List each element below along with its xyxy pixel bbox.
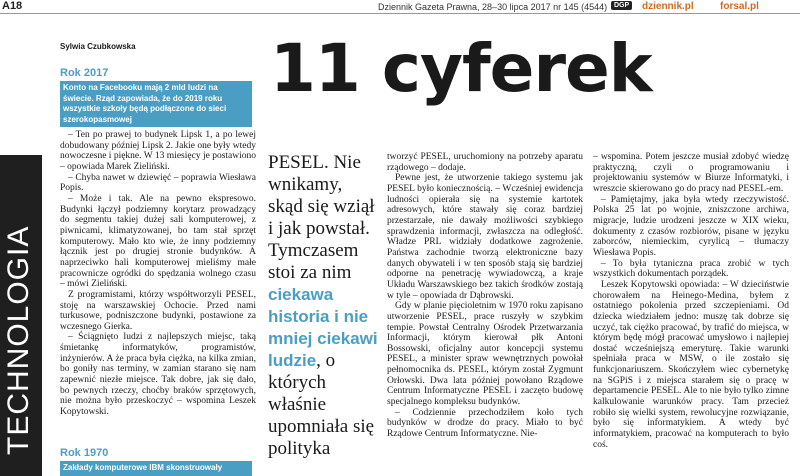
article-column-2 bbox=[387, 152, 583, 440]
paragraph: – Chyba nawet w dziewięć – poprawia Wiesława Popis. bbox=[60, 172, 256, 194]
timeline-year-1970: Rok 1970 bbox=[60, 447, 109, 459]
site-link-dziennik[interactable]: dziennik.pl bbox=[642, 1, 694, 12]
lead-part-1: PESEL. Nie wnikamy, skąd się wziął i jak powstał. Tymczasem stoi za nim bbox=[268, 152, 375, 283]
paragraph: – Ten po prawej to budynek Lipsk 1, a po lewej dobudowany później Lipsk 2. Jakie one były wtedy nowoczesne i piękne. W 13 miesięcy je postawiono – opowiada Marek Zieliński. bbox=[60, 130, 256, 172]
lead-part-2: , o których właśnie upomniała się polityka bbox=[268, 350, 375, 459]
headline: 11 cyferek bbox=[270, 30, 652, 107]
paragraph: Leszek Kopytowski opowiada: – W dzieciństwie chorowałem na Heinego-Medina, byłem z ostatniego pokolenia przed szczepieniami. Od dziecka wiedziałem jedno: muszę tak dobrze się uczyć, tak ciężko pracować, by trafić do miejsca, w którym będę mógł pracować umysłowo i najlepiej dostać wcześniejszą emeryturę. Takie warunki spełniała praca w MSW, o ile zostało się funkcjonariuszem. Skończyłem wiec cybernetykę na SGPiS i z miejsca starałem się o pracę w departamencie PESEL. Ale to nie było tylko zimne kalkulowanie warunków pracy. Tam przecież robiło się wielki system, rewolucyjne rozwiązanie, było się informatykiem. A wtedy być informatykiem, pracować na komputerach to było coś. bbox=[593, 279, 789, 450]
paragraph: – Pamiętajmy, jaka była wtedy rzeczywistość. Polska 25 lat po wojnie, zniszczone archiwa, migracje, ludzie urodzeni jeszcze w XIX wieku, dokumenty z czasów rozbiorów, pisane w języku zaborców, niemieckim, cyrylicą – tłumaczy Wiesława Popis. bbox=[593, 194, 789, 258]
paragraph: – To była tytaniczna praca zrobić w tych wszystkich dokumentach porządek. bbox=[593, 258, 789, 280]
article-column-1 bbox=[60, 130, 256, 418]
paragraph: Gdy w planie pięcioletnim w 1970 roku zapisano utworzenie PESEL, prace ruszyły w szybkim tempie. Powstał Centralny Ośrodek Przetwarzania Informacji, którym kierował płk Antoni Bossowski, oficjalny autor koncepcji systemu PESEL, a minister spraw wewnętrznych powołał pełnomocnika ds. PESEL, którym został Zygmunt Orłowski. Dwa lata później powołano Rządowe Centrum Informatyczne PESEL i zaczęto budowę specjalnego kompleksu budynków. bbox=[387, 301, 583, 408]
paragraph: – Ściągnięto ludzi z najlepszych miejsc, taką śmietankę informatyków, programistów, inżynierów. A że praca była ciężka, na kilka zmian, bo goniły nas terminy, w zamian starano się nam zapewnić niezłe miejsce. Tak dobre, jak się dało, bo pewnych rzeczy, choćby braków sprzętowych, nie można było przeskoczyć – wspomina Leszek Kopytowski. bbox=[60, 332, 256, 418]
issue-line: Dziennik Gazeta Prawna, 28–30 lipca 2017 nr 145 (4544) bbox=[378, 2, 608, 12]
paragraph: – Codziennie przechodziłem koło tych budynków w drodze do pracy. Miało to być Rządowe Centrum Informatyczne. Nie- bbox=[387, 407, 583, 440]
lead-paragraph bbox=[268, 152, 378, 460]
article-column-3 bbox=[593, 152, 789, 450]
timeline-box-2017: Konto na Facebooku mają 2 mld ludzi na świecie. Rząd zapowiada, że do 2019 roku wszystkie szkoły będą podłączone do sieci szerokopasmowej bbox=[60, 81, 252, 127]
dgp-logo: DGP bbox=[611, 1, 632, 10]
section-tab bbox=[0, 155, 42, 476]
paragraph: tworzyć PESEL, uruchomiony na potrzeby aparatu rządowego – dodaje. bbox=[387, 152, 583, 173]
paragraph: Z programistami, którzy współtworzyli PESEL, stoję na warszawskiej Ochocie. Przed nami turkusowe, podniszczone budynki, postawione za wczesnego Gierka. bbox=[60, 289, 256, 332]
paragraph: Pewne jest, że utworzenie takiego systemu jak PESEL było koniecznością. – Wcześniej ewidencja ludności opierała się na systemie kartotek adresowych, które stawały się coraz bardziej przestarzałe, nie dawały możliwości szybkiego sprawdzenia informacji, zwłaszcza na odległość. Władze PRL widziały dodatkowe zagrożenie. Państwa zachodnie tworzą elektroniczne bazy danych obywateli i w ten sposób stają się bardziej odporne na penetrację wywiadowczą, a kraje Układu Warszawskiego bez takich środków zostają w tyle – opowiada dr Dąbrowski. bbox=[387, 173, 583, 301]
paragraph: – wspomina. Potem jeszcze musiał zdobyć wiedzę praktyczną, czyli o programowaniu i projektowaniu systemów w Biurze Informatyki, i wreszcie skierowano go do pracy nad PESEL-em. bbox=[593, 152, 789, 194]
top-bar bbox=[0, 0, 800, 14]
paragraph: – Może i tak. Ale na pewno ekspresowo. Budynki łączył podziemny korytarz prowadzący do segmentu takiej dużej sali komputerowej, z piwnicami, klimatyzowanej, bo tam stał sprzęt komputerowy. Mało kto wie, że inny podziemny łącznik jest po drugiej stronie budynków. A naprzeciwko hali komputerowej mieliśmy małe pracownicze ogródki do spędzania wolnego czasu – mówi Zieliński. bbox=[60, 193, 256, 290]
timeline-year-2017: Rok 2017 bbox=[60, 67, 109, 79]
page-number: A18 bbox=[2, 0, 23, 12]
section-label: TECHNOLOGIA bbox=[2, 225, 35, 455]
site-link-forsal[interactable]: forsal.pl bbox=[720, 1, 759, 12]
lead-highlight: ciekawa historia i nie mniej ciekawi ludzie bbox=[268, 285, 378, 370]
timeline-box-1970: Zakłady komputerowe IBM skonstruowały bbox=[60, 461, 252, 476]
author-name: Sylwia Czubkowska bbox=[60, 42, 136, 51]
